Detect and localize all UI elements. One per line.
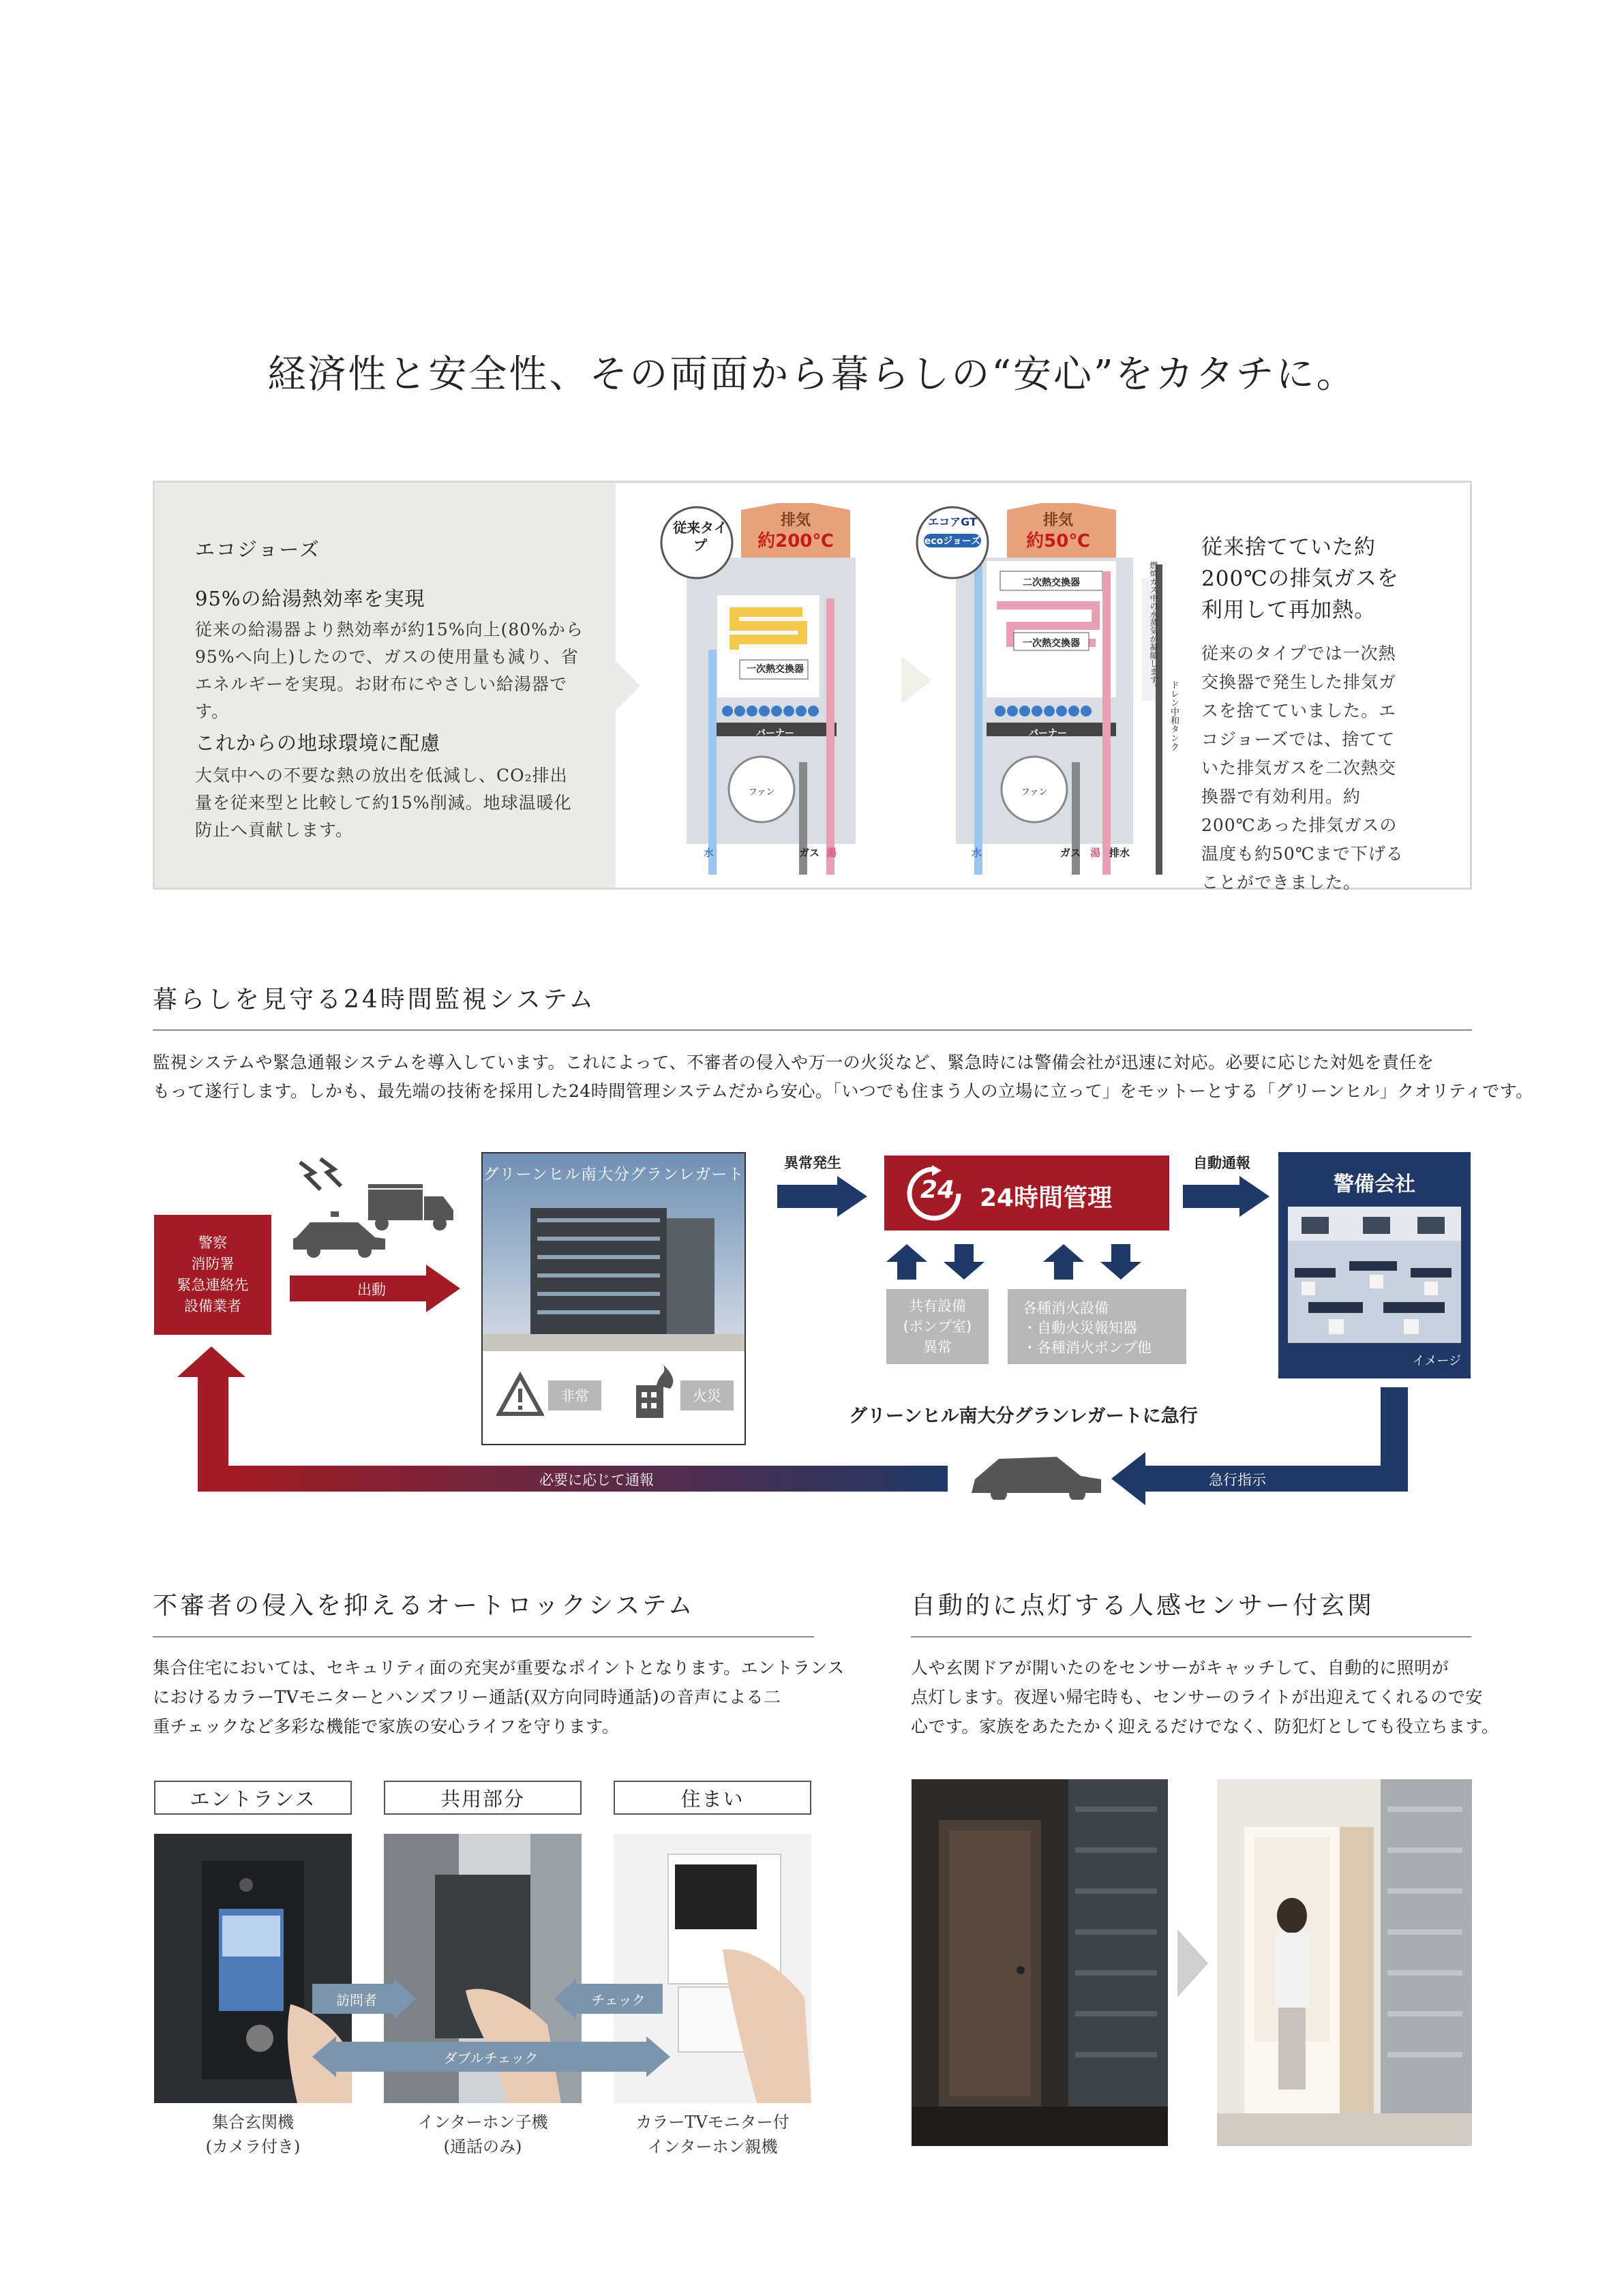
dispatch-label: 出動 [357, 1282, 386, 1298]
24-number: 24 [920, 1176, 955, 1204]
eco-paragraph-2: 大気中への不要な熱の放出を低減し、CO₂排出量を従来型と比較して約15%削減。地球温暖化防止へ貢献します。 [195, 766, 572, 840]
caption-entrance-unit [154, 2110, 352, 2159]
dark-entrance-photo [912, 1779, 1168, 2146]
abnormal-label: 異常発生 [784, 1155, 841, 1171]
eco-heading-2: これからの地球環境に配慮 [195, 731, 441, 755]
eco-text-panel [155, 483, 616, 888]
new-hx2-label: 二次熱交換器 [1023, 577, 1080, 588]
alarm-signal-icon [293, 1155, 348, 1196]
fire-dept-item: 消防署 [191, 1256, 235, 1272]
patrol-car-icon [968, 1449, 1104, 1500]
caption-intercom-master [614, 2110, 811, 2159]
old-hx1-label: 一次熱交換器 [747, 664, 804, 675]
security-company-box [1278, 1152, 1471, 1378]
ecojozu-badge-top: エコアGT [928, 515, 977, 528]
old-burner-label: バーナー [756, 728, 794, 739]
management-box [884, 1155, 1169, 1230]
main-title: 経済性と安全性、その両面から暮らしの“安心”をカタチに。 [267, 352, 1357, 397]
double-check-left-arrowhead-icon [310, 2036, 336, 2077]
emergency-contact-item: 緊急連絡先 [177, 1277, 249, 1293]
monitor-rule [153, 1029, 1472, 1031]
management-label: 24時間管理 [980, 1184, 1113, 1212]
autolock-body-line-1: 集合住宅においては、セキュリティ面の充実が重要なポイントとなります。エントランス [153, 1658, 845, 1678]
fire-badge: 火災 [680, 1380, 734, 1410]
caption-intercom-sub [384, 2110, 582, 2159]
new-hx1-label: 一次熱交換器 [1023, 638, 1080, 649]
visitor-arrow [312, 1984, 401, 2014]
autolock-body-line-2: におけるカラーTVモニターとハンズフリー通話(双方向同時通話)の音声による二 [153, 1687, 781, 1707]
new-fan-label: ファン [1021, 787, 1048, 798]
equipment-vendor-item: 設備業者 [184, 1298, 241, 1314]
eco-panel [153, 481, 1472, 890]
eco-pointer [616, 661, 640, 710]
security-company-label: 警備会社 [1334, 1173, 1415, 1196]
condensation-note: 燃焼ガス中の水蒸気が凝縮します。 [1149, 561, 1158, 692]
ecojozu-badge-bottom: ecoジョーズ [924, 534, 981, 547]
new-burner-label: バーナー [1029, 728, 1067, 739]
emergency-badge: 非常 [548, 1380, 601, 1410]
rush-to-label: グリーンヒル南大分グランレガートに急行 [849, 1406, 1198, 1427]
old-exhaust-temp: 約200℃ [757, 531, 834, 552]
report-as-needed-label: 必要に応じて通報 [539, 1472, 654, 1488]
eco-name: エコジョーズ [195, 538, 320, 561]
drain-tank-label: ドレン中和タンク [1169, 680, 1179, 751]
control-room-photo [1288, 1207, 1461, 1343]
sensor-body-line-3: 心です。家族をあたたかく迎えるだけでなく、防犯灯としても役立ちます。 [911, 1717, 1499, 1736]
old-water-label: 水 [704, 847, 715, 859]
check-arrowhead-icon [552, 1978, 576, 2019]
fire-equipment-line: ・各種消火ポンプ他 [1023, 1340, 1152, 1356]
eco-right-body: 従来のタイプでは一次熱交換器で発生した排気ガスを捨てていました。エコジョーズでは、捨てていた排気ガスを二次熱交換器で有効利用。約200℃あった排気ガスの温度も約50℃まで下げることができました。 [1201, 644, 1404, 892]
monitor-title: 暮らしを見守る24時間監視システム [153, 986, 597, 1014]
abnormal-arrow [777, 1176, 869, 1217]
fire-equipment-line: 各種消火設備 [1023, 1300, 1109, 1316]
tab-common-area: 共用部分 [384, 1781, 582, 1815]
double-check-label: ダブルチェック [443, 2049, 539, 2066]
shared-equipment-line: (ポンプ室) [903, 1318, 972, 1335]
rush-order-label: 急行指示 [1209, 1472, 1266, 1488]
shared-equipment-line: 異常 [923, 1339, 952, 1355]
visitor-label: 訪問者 [336, 1991, 377, 2008]
shared-equipment-line: 共有設備 [909, 1298, 966, 1314]
new-hot-label: 湯 [1090, 847, 1101, 859]
monitor-body-line-1: 監視システムや緊急通報システムを導入しています。これによって、不審者の侵入や万一の火災など、緊急時には警備会社が迅速に対応。必要に応じた対処を責任を [153, 1053, 1434, 1072]
shared-updown-arrows [886, 1244, 995, 1282]
tab-residence: 住まい [614, 1781, 811, 1815]
new-exhaust-temp: 約50℃ [1026, 531, 1090, 552]
image-label: イメージ [1412, 1354, 1461, 1368]
tab-entrance: エントランス [154, 1781, 352, 1815]
auto-report-label: 自動通報 [1193, 1155, 1250, 1171]
sensor-title: 自動的に点灯する人感センサー付玄関 [911, 1592, 1375, 1620]
monitor-body-line-2: もって遂行します。しかも、最先端の技術を採用した24時間管理システムだから安心。「いつでも住まう人の立場に立って」をモットーとする「グリーンヒル」クオリティです。 [153, 1081, 1533, 1101]
old-fan-label: ファン [748, 787, 775, 798]
fire-equipment-line: ・自動火災報知器 [1023, 1320, 1137, 1336]
visitor-arrowhead-icon [394, 1978, 418, 2019]
eco-heading-1: 95%の給湯熱効率を実現 [195, 587, 425, 610]
police-fire-box [154, 1215, 271, 1335]
check-label: チェック [591, 1991, 646, 2008]
caption-line: カラーTVモニター付 [635, 2113, 790, 2132]
sensor-rule [911, 1636, 1471, 1637]
double-check-right-arrowhead-icon [646, 2036, 672, 2077]
new-water-label: 水 [972, 847, 982, 859]
lit-entrance-photo [1217, 1779, 1472, 2146]
caption-line: (通話のみ) [443, 2137, 522, 2156]
new-exhaust-label: 排気 [1042, 512, 1073, 529]
eco-paragraph-1: 従来の給湯器より熱効率が約15%向上(80%から95%へ向上)したので、ガスの使用量も減り、省エネルギーを実現。お財布にやさしい給湯器です。 [195, 620, 584, 721]
police-item: 警察 [198, 1235, 227, 1251]
check-arrow [574, 1984, 663, 2014]
building-name: グリーンヒル南大分グランレガート [483, 1166, 745, 1183]
double-check-arrow [334, 2042, 648, 2072]
caption-line: 集合玄関機 [212, 2113, 294, 2132]
caption-line: (カメラ付き) [205, 2137, 301, 2156]
old-hot-label: 湯 [826, 847, 837, 859]
new-drain-label: 排水 [1109, 847, 1130, 859]
conventional-badge: 従来タイプ [673, 519, 727, 554]
autolock-body-line-3: 重チェックなど多彩な機能で家族の安心ライフを守ります。 [153, 1717, 620, 1736]
old-gas-label: ガス [799, 847, 820, 859]
eco-right-heading: 従来捨てていた約200℃の排気ガスを利用して再加熱。 [1201, 535, 1399, 622]
old-exhaust-label: 排気 [780, 512, 811, 529]
caption-line: インターホン子機 [417, 2113, 548, 2132]
sensor-body-line-1: 人や玄関ドアが開いたのをセンサーがキャッチして、自動的に照明が [911, 1658, 1449, 1678]
new-gas-label: ガス [1060, 847, 1081, 859]
autolock-rule [153, 1636, 814, 1637]
fire-updown-arrows [1043, 1244, 1152, 1282]
caption-line: インターホン親機 [647, 2137, 778, 2156]
autolock-title: 不審者の侵入を抑えるオートロックシステム [153, 1592, 695, 1620]
arrow-right-icon [1177, 1929, 1210, 1997]
sensor-body-line-2: 点灯します。夜遅い帰宅時も、センサーのライトが出迎えてくれるので安 [911, 1687, 1483, 1707]
fire-truck-icon [361, 1183, 457, 1234]
auto-report-arrow [1183, 1176, 1272, 1217]
